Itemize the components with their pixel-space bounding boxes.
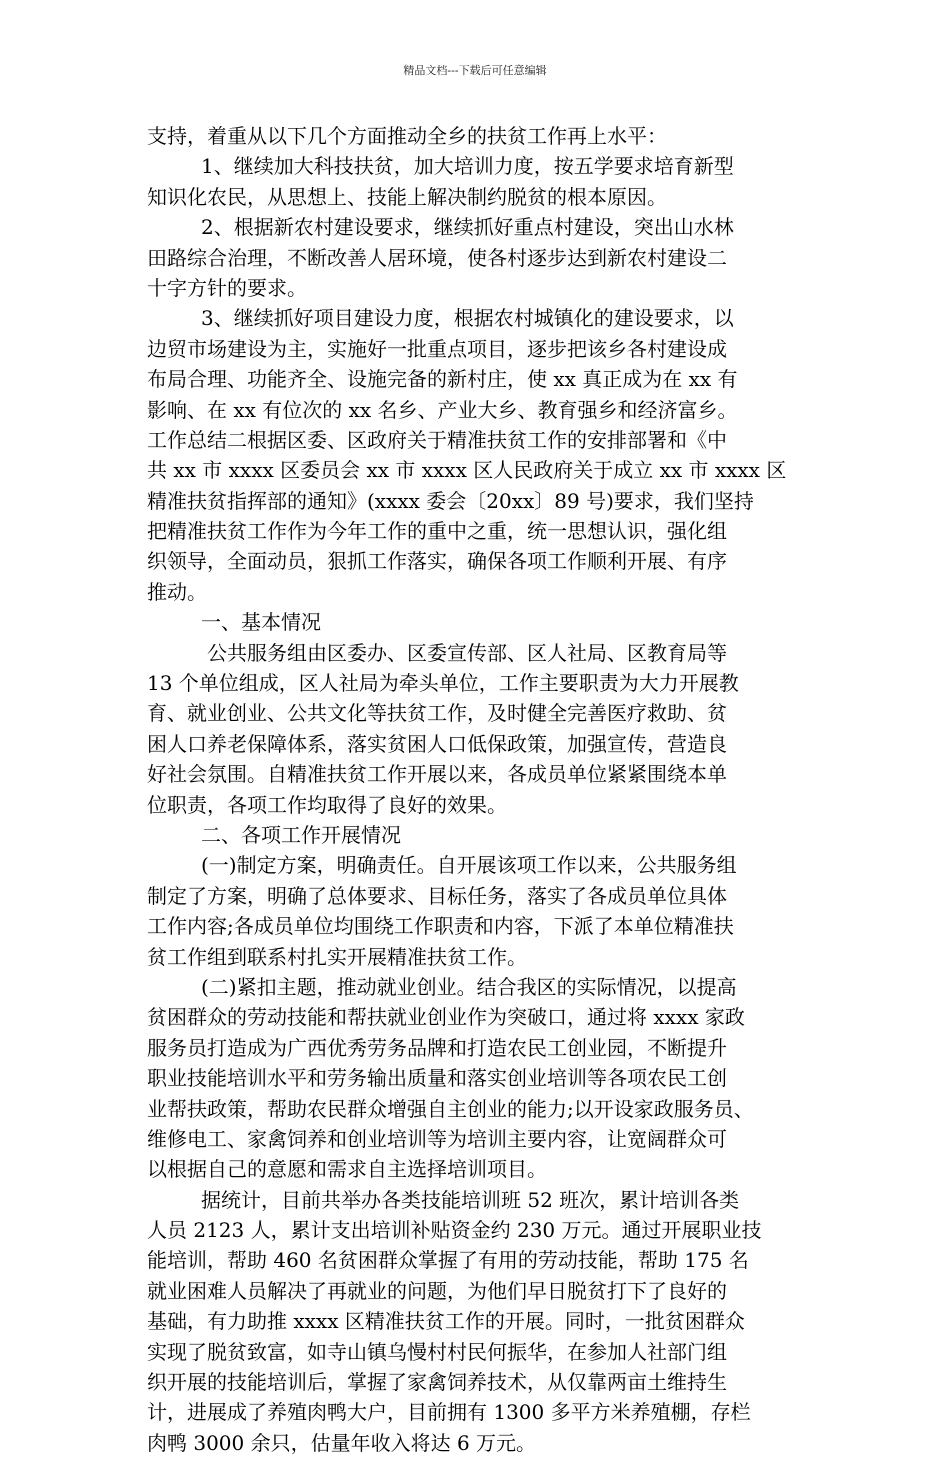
text-line: 精准扶贫指挥部的通知》(xxxx 委会〔20xx〕89 号)要求，我们坚持 bbox=[147, 488, 754, 513]
text-line: 人员 2123 人，累计支出培训补贴资金约 230 万元。通过开展职业技 bbox=[147, 1218, 762, 1243]
text-line: 就业困难人员解决了再就业的问题，为他们早日脱贫打下了良好的 bbox=[147, 1278, 727, 1303]
text-line: 好社会氛围。自精准扶贫工作开展以来，各成员单位紧紧围绕本单 bbox=[147, 762, 727, 787]
text-line: 职业技能培训水平和劳务输出质量和落实创业培训等各项农民工创 bbox=[147, 1066, 727, 1091]
text-line: 推动。 bbox=[147, 579, 207, 604]
text-line: 13 个单位组成，区人社局为牵头单位，工作主要职责为大力开展教 bbox=[147, 671, 739, 696]
text-line: 制定了方案，明确了总体要求、目标任务，落实了各成员单位具体 bbox=[147, 883, 727, 908]
text-line: 以根据自己的意愿和需求自主选择培训项目。 bbox=[147, 1157, 547, 1182]
text-line: 公共服务组由区委办、区委宣传部、区人社局、区教育局等 bbox=[207, 640, 727, 665]
text-line: 二、各项工作开展情况 bbox=[201, 822, 401, 847]
text-line: 工作内容;各成员单位均围绕工作职责和内容，下派了本单位精准扶 bbox=[147, 914, 734, 939]
text-line: 一、基本情况 bbox=[201, 610, 321, 635]
text-line: 知识化农民，从思想上、技能上解决制约脱贫的根本原因。 bbox=[147, 184, 667, 209]
text-line: 边贸市场建设为主，实施好一批重点项目，逐步把该乡各村建设成 bbox=[147, 336, 727, 361]
text-line: 据统计，目前共举办各类技能培训班 52 班次，累计培训各类 bbox=[201, 1187, 740, 1212]
text-line: 贫困群众的劳动技能和帮扶就业创业作为突破口，通过将 xxxx 家政 bbox=[147, 1005, 745, 1030]
text-line: 3、继续抓好项目建设力度，根据农村城镇化的建设要求，以 bbox=[201, 306, 734, 331]
text-line: 计，进展成了养殖肉鸭大户，目前拥有 1300 多平方米养殖棚，存栏 bbox=[147, 1400, 751, 1425]
text-line: 把精准扶贫工作作为今年工作的重中之重，统一思想认识，强化组 bbox=[147, 519, 727, 544]
text-line: 基础，有力助推 xxxx 区精准扶贫工作的开展。同时，一批贫困群众 bbox=[147, 1309, 745, 1334]
text-line: 育、就业创业、公共文化等扶贫工作，及时健全完善医疗救助、贫 bbox=[147, 701, 727, 726]
text-line: 困人口养老保障体系，落实贫困人口低保政策，加强宣传，营造良 bbox=[147, 731, 727, 756]
text-line: 位职责，各项工作均取得了良好的效果。 bbox=[147, 792, 507, 817]
text-line: 服务员打造成为广西优秀劳务品牌和打造农民工创业园，不断提升 bbox=[147, 1035, 727, 1060]
text-line: 织开展的技能培训后，掌握了家禽饲养技术，从仅靠两亩土维持生 bbox=[147, 1370, 727, 1395]
text-line: 织领导，全面动员，狠抓工作落实，确保各项工作顺利开展、有序 bbox=[147, 549, 727, 574]
text-line: 维修电工、家禽饲养和创业培训等为培训主要内容，让宽阔群众可 bbox=[147, 1126, 727, 1151]
text-line: 工作总结二根据区委、区政府关于精准扶贫工作的安排部署和《中 bbox=[147, 427, 727, 452]
text-line: 影响、在 xx 有位次的 xx 名乡、产业大乡、教育强乡和经济富乡。 bbox=[147, 397, 738, 422]
document-body bbox=[147, 121, 827, 1458]
text-line: 布局合理、功能齐全、设施完备的新村庄，使 xx 真正成为在 xx 有 bbox=[147, 367, 738, 392]
text-line: 能培训，帮助 460 名贫困群众掌握了有用的劳动技能，帮助 175 名 bbox=[147, 1248, 749, 1273]
text-line: 十字方针的要求。 bbox=[147, 275, 307, 300]
text-line: 共 xx 市 xxxx 区委员会 xx 市 xxxx 区人民政府关于成立 xx 市 xxxx 区 bbox=[147, 458, 787, 483]
text-line: 1、继续加大科技扶贫，加大培训力度，按五学要求培育新型 bbox=[201, 154, 734, 179]
page-header: 精品文档---下载后可任意编辑 bbox=[403, 64, 547, 77]
text-line: 肉鸭 3000 余只，估量年收入将达 6 万元。 bbox=[147, 1430, 537, 1455]
text-line: 支持，着重从以下几个方面推动全乡的扶贫工作再上水平： bbox=[147, 124, 667, 148]
text-line: (一)制定方案，明确责任。自开展该项工作以来，公共服务组 bbox=[201, 853, 737, 878]
text-line: (二)紧扣主题，推动就业创业。结合我区的实际情况，以提高 bbox=[201, 974, 737, 999]
text-line: 田路综合治理，不断改善人居环境，使各村逐步达到新农村建设二 bbox=[147, 245, 727, 270]
text-line: 业帮扶政策，帮助农民群众增强自主创业的能力;以开设家政服务员、 bbox=[147, 1096, 754, 1121]
text-line: 贫工作组到联系村扎实开展精准扶贫工作。 bbox=[147, 944, 527, 969]
text-line: 2、根据新农村建设要求，继续抓好重点村建设，突出山水林 bbox=[201, 215, 734, 240]
text-line: 实现了脱贫致富，如寺山镇乌慢村村民何振华，在参加人社部门组 bbox=[147, 1339, 727, 1364]
